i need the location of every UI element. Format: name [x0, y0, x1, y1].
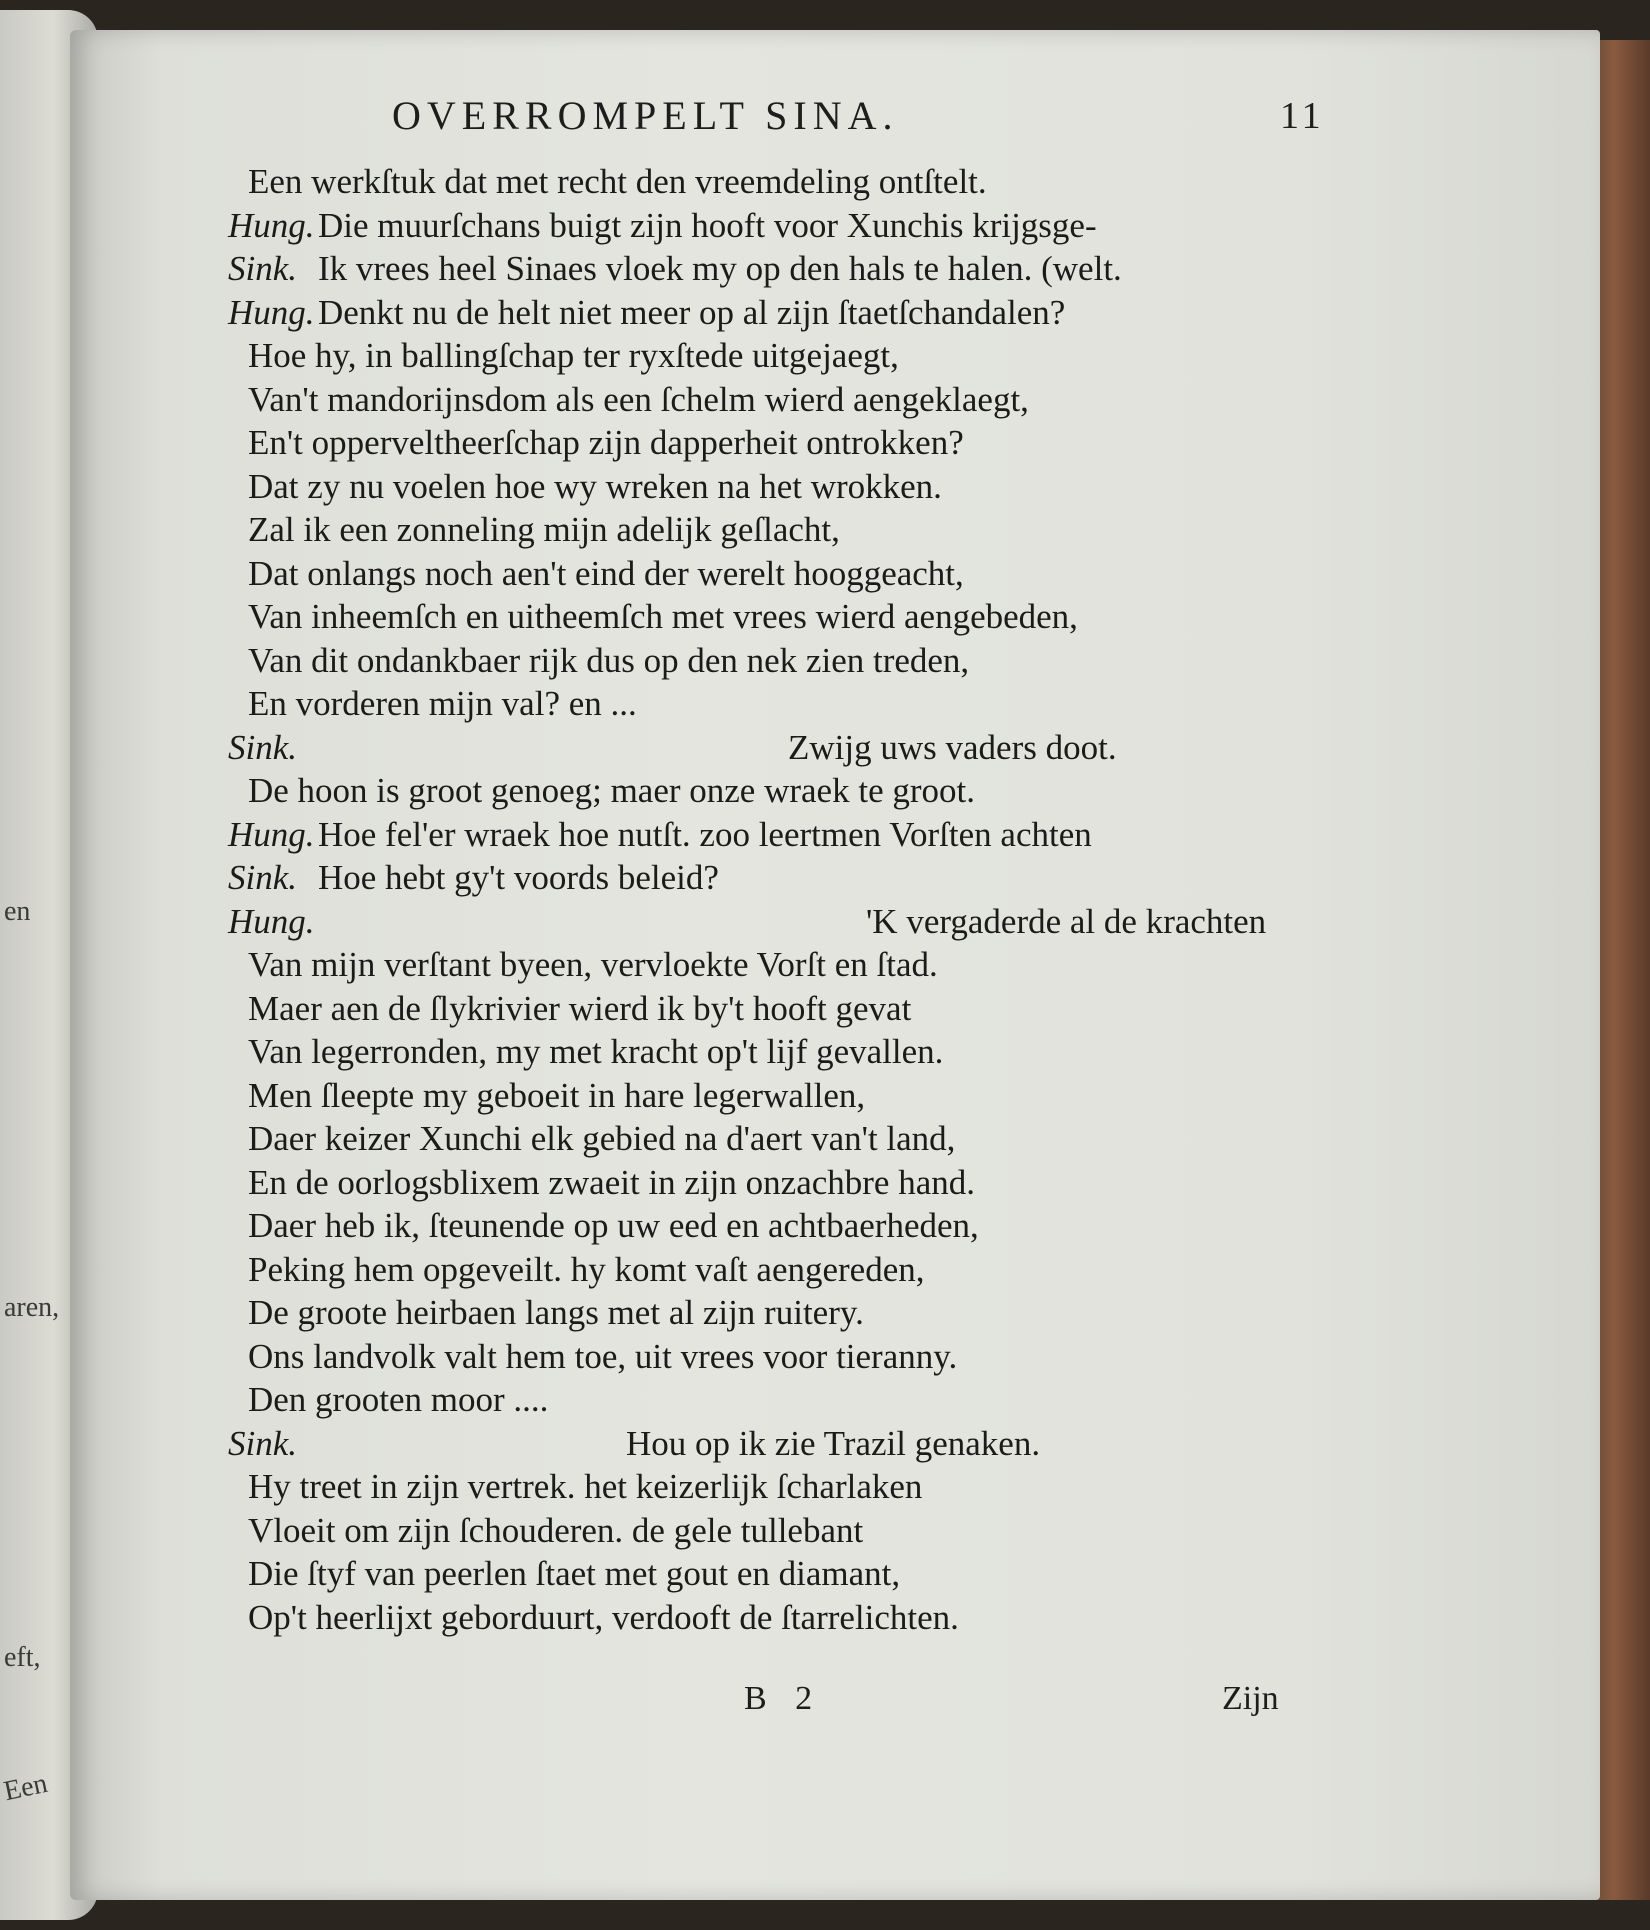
verse-text-line: Die muurſchans buigt zijn hooft voor Xunchis krijgsge-	[318, 205, 1097, 245]
verse-line	[0, 291, 1340, 335]
verse-line	[0, 552, 1340, 596]
verse-line	[0, 334, 1340, 378]
verse-text-line: Vloeit om zijn ſchouderen. de gele tullebant	[248, 1510, 864, 1550]
verse-text-line: 'K vergaderde al de krachten	[866, 901, 1267, 941]
verse-text-line: Van mijn verſtant byeen, vervloekte Vorſt en ſtad.	[248, 945, 938, 984]
verse-line	[0, 1378, 1340, 1422]
verse-line	[0, 378, 1340, 422]
catchword: Zijn	[1222, 1680, 1279, 1717]
verse-text-line: En de oorlogsblixem zwaeit in zijn onzachbre hand.	[248, 1162, 975, 1202]
verse-text-line: Van inheemſch en uitheemſch met vrees wierd aengebeden,	[248, 597, 1078, 636]
left-fragment: eft,	[4, 1642, 41, 1673]
verse-line	[0, 900, 1340, 944]
verse-line	[0, 987, 1340, 1031]
verse-text-line: Van't mandorijnsdom als een ſchelm wierd aengeklaegt,	[248, 379, 1029, 419]
verse-text-line: Hoe fel'er wraek hoe nutſt. zoo leertmen Vorſten achten	[318, 814, 1092, 854]
verse-line	[0, 1117, 1340, 1161]
signature-mark: B 2	[744, 1680, 823, 1717]
verse-text-line: Op't heerlijxt geborduurt, verdooft de ſtarrelichten.	[248, 1597, 959, 1637]
verse-line	[0, 639, 1340, 683]
speaker-label: Sink.	[228, 727, 298, 767]
verse-text-line: Dat zy nu voelen hoe wy wreken na het wrokken.	[248, 466, 942, 506]
verse-line	[0, 1161, 1340, 1205]
verse-text-line: Ik vrees heel Sinaes vloek my op den hals te halen. (welt.	[318, 249, 1122, 288]
speaker-label: Sink.	[228, 249, 298, 288]
verse-text-line: De hoon is groot genoeg; maer onze wraek te groot.	[248, 771, 975, 810]
verse-line	[0, 1465, 1340, 1509]
verse-line	[0, 1030, 1340, 1074]
verse-line	[0, 1291, 1340, 1335]
verse-text-line: En't opperveltheerſchap zijn dapperheit ontrokken?	[248, 423, 964, 462]
verse-text-line: Dat onlangs noch aen't eind der werelt hooggeacht,	[248, 553, 964, 593]
verse-line	[0, 726, 1340, 770]
verse-text-line: Hou op ik zie Trazil genaken.	[626, 1423, 1041, 1463]
verse-line	[0, 247, 1340, 291]
verse-text-line: Van dit ondankbaer rijk dus op den nek zien treden,	[248, 640, 970, 680]
verse-text-line: Men ſleepte my geboeit in hare legerwallen,	[248, 1075, 866, 1115]
verse-text-line: Denkt nu de helt niet meer op al zijn ſtaetſchandalen?	[318, 292, 1066, 332]
verse-line	[0, 508, 1340, 552]
verse-line	[0, 421, 1340, 465]
verse-text-line: Hoe hebt gy't voords beleid?	[318, 858, 719, 897]
speaker-label: Hung.	[228, 205, 315, 245]
verse-line	[0, 204, 1340, 248]
verse-text-line: Die ſtyf van peerlen ſtaet met gout en diamant,	[248, 1554, 901, 1593]
verse-text-line: De groote heirbaen langs met al zijn ruitery.	[248, 1293, 864, 1332]
verse-line	[0, 682, 1340, 726]
verse-line	[0, 465, 1340, 509]
verse-line	[0, 943, 1340, 987]
verse-line	[0, 1204, 1340, 1248]
left-fragment: en	[4, 896, 31, 927]
verse-text-line: Hy treet in zijn vertrek. het keizerlijk ſcharlaken	[248, 1467, 923, 1506]
verse-text-line: Zal ik een zonneling mijn adelijk geſlacht,	[248, 510, 840, 549]
verse-line	[0, 1335, 1340, 1379]
verse-line	[0, 813, 1340, 857]
left-fragment: Een	[1, 1767, 51, 1808]
running-head: OVERROMPELT SINA.	[392, 93, 899, 138]
verse-line	[0, 1552, 1340, 1596]
verse-line	[0, 1422, 1340, 1466]
verse-text-line: Daer keizer Xunchi elk gebied na d'aert van't land,	[248, 1119, 956, 1158]
verse-line	[0, 160, 1340, 204]
speaker-label: Sink.	[228, 1423, 298, 1463]
verse-line	[0, 856, 1340, 900]
verse-text-line: Daer heb ik, ſteunende op uw eed en achtbaerheden,	[248, 1206, 979, 1245]
page-number: 11	[1280, 95, 1325, 137]
left-fragment: aren,	[4, 1292, 60, 1323]
speaker-label: Hung.	[228, 901, 315, 941]
verse-text-line: Zwijg uws vaders doot.	[788, 727, 1117, 767]
verse-text-line: Van legerronden, my met kracht op't lijf gevallen.	[248, 1032, 944, 1071]
verse-text-line: En vorderen mijn val? en ...	[248, 684, 637, 723]
verse-line	[0, 1248, 1340, 1292]
verse-text-line: Ons landvolk valt hem toe, uit vrees voor tieranny.	[248, 1336, 958, 1376]
verse-text-line: Maer aen de ſlykrivier wierd ik by't hooft gevat	[248, 988, 912, 1028]
verse-text-line: Peking hem opgeveilt. hy komt vaſt aengereden,	[248, 1249, 925, 1289]
verse-line	[0, 1074, 1340, 1118]
verse-line	[0, 1509, 1340, 1553]
verse-text-line: Een werkſtuk dat met recht den vreemdeling ontſtelt.	[248, 162, 987, 201]
verse-line	[0, 1596, 1340, 1640]
verse-line	[0, 769, 1340, 813]
speaker-label: Sink.	[228, 858, 298, 897]
speaker-label: Hung.	[228, 814, 315, 854]
verse-text-line: Hoe hy, in ballingſchap ter ryxſtede uitgejaegt,	[248, 336, 899, 375]
speaker-label: Hung.	[228, 292, 315, 332]
verse-text-line: Den grooten moor ....	[248, 1380, 549, 1419]
verse-line	[0, 595, 1340, 639]
